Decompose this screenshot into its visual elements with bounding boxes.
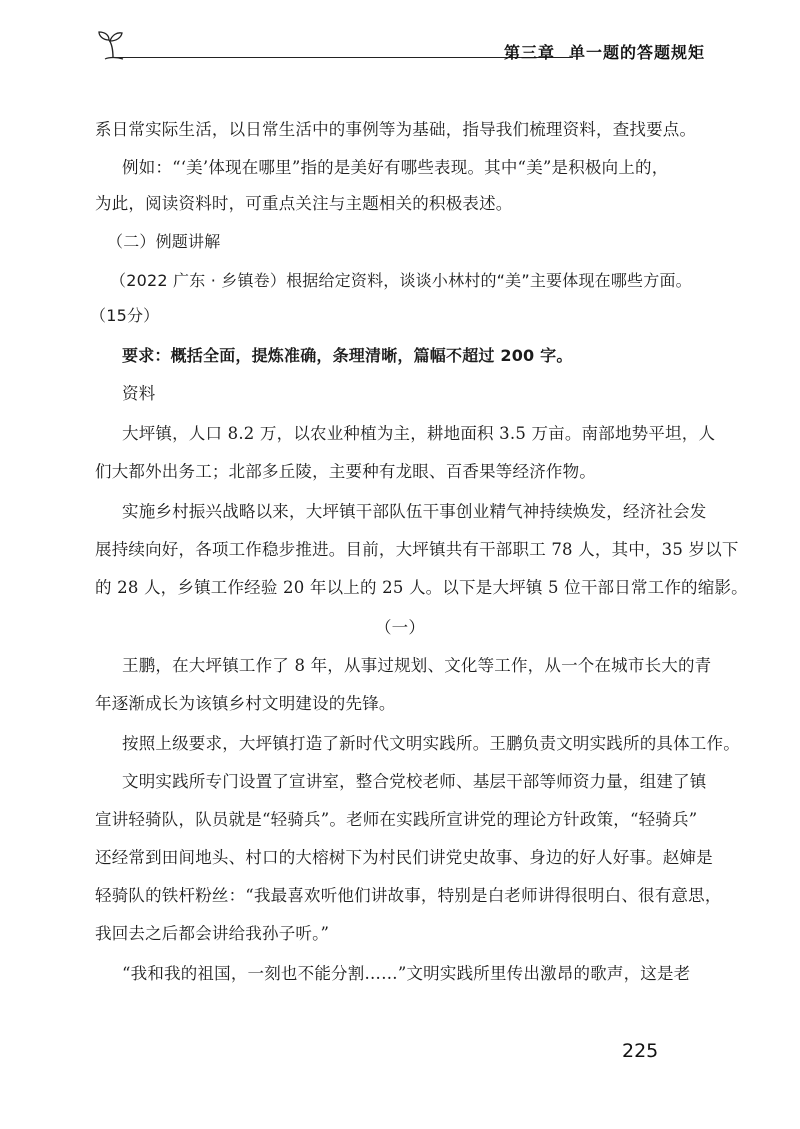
- text-line: 系日常实际生活，以日常生活中的事例等为基础，指导我们梳理资料，查找要点。: [95, 120, 697, 139]
- text-line: 例如：“‘美’体现在哪里”指的是美好有哪些表现。其中“美”是积极向上的，: [122, 158, 669, 177]
- page-number: 225: [622, 1040, 659, 1062]
- text-line: 年逐渐成长为该镇乡村文明建设的先锋。: [95, 694, 396, 713]
- chapter-label: 第三章: [503, 43, 555, 62]
- text-line: 展持续向好，各项工作稳步推进。目前，大坪镇共有干部职工 78 人，其中，35 岁以下: [95, 540, 739, 559]
- question-line: （2022 广东 · 乡镇卷）根据给定资料，谈谈小林村的“美”主要体现在哪些方面。: [110, 271, 692, 290]
- text-line: 们大都外出务工；北部多丘陵，主要种有龙眼、百香果等经济作物。: [95, 462, 596, 481]
- text-line: 实施乡村振兴战略以来，大坪镇干部队伍干事创业精气神持续焕发，经济社会发: [122, 502, 707, 521]
- page-header: [95, 28, 705, 68]
- subsection-marker: （一）: [374, 618, 426, 637]
- text-line: 的 28 人，乡镇工作经验 20 年以上的 25 人。以下是大坪镇 5 位干部日常工作的缩影。: [95, 578, 748, 597]
- material-heading: 资料: [122, 384, 156, 403]
- text-line: 文明实践所专门设置了宣讲室，整合党校老师、基层干部等师资力量，组建了镇: [122, 772, 707, 791]
- text-line: 轻骑队的铁杆粉丝：“我最喜欢听他们讲故事，特别是白老师讲得很明白、很有意思，: [95, 886, 722, 905]
- text-line: “我和我的祖国，一刻也不能分割……”文明实践所里传出激昂的歌声，这是老: [122, 964, 691, 983]
- text-line: 大坪镇，人口 8.2 万，以农业种植为主，耕地面积 3.5 万亩。南部地势平坦，人: [122, 424, 716, 443]
- section-heading: （二）例题讲解: [107, 232, 221, 251]
- section-title: 单一题的答题规矩: [568, 43, 705, 62]
- text-line: 王鹏，在大坪镇工作了 8 年，从事过规划、文化等工作，从一个在城市长大的青: [122, 656, 712, 675]
- running-header: [504, 40, 705, 63]
- text-line: 还经常到田间地头、村口的大榕树下为村民们讲党史故事、身边的好人好事。赵婶是: [95, 848, 713, 867]
- requirement-line: 要求：概括全面，提炼准确，条理清晰，篇幅不超过 200 字。: [122, 346, 573, 365]
- text-line: 按照上级要求，大坪镇打造了新时代文明实践所。王鹏负责文明实践所的具体工作。: [122, 734, 740, 753]
- text-line: 我回去之后都会讲给我孙子听。”: [95, 924, 330, 943]
- question-score: （15分）: [90, 306, 160, 325]
- text-line: 宣讲轻骑队，队员就是“轻骑兵”。老师在实践所宣讲党的理论方针政策，“轻骑兵”: [95, 810, 698, 829]
- text-line: 为此，阅读资料时，可重点关注与主题相关的积极表述。: [95, 194, 513, 213]
